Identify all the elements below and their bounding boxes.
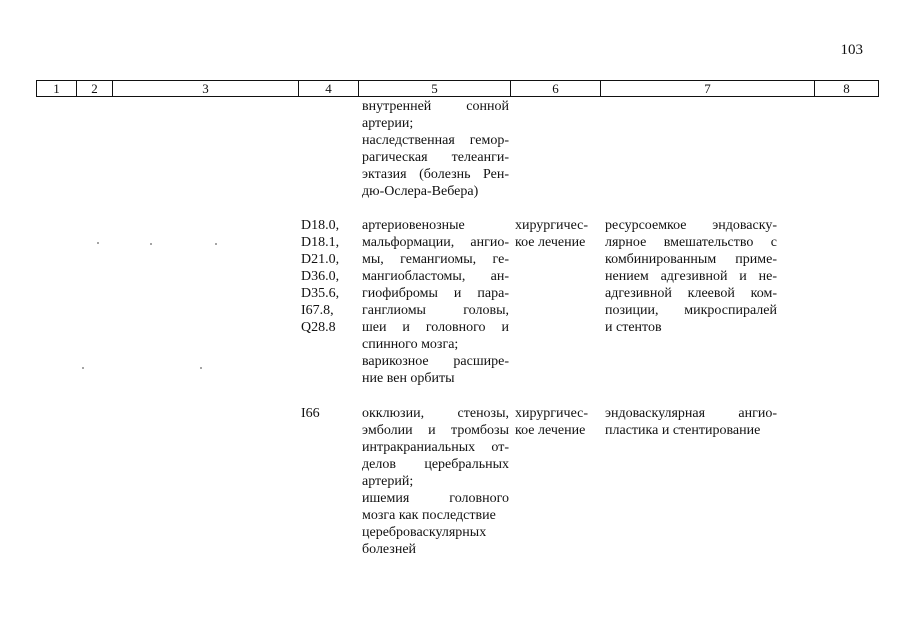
disease-line: ишемия головного <box>362 491 509 506</box>
page-number: 103 <box>840 42 863 58</box>
code-line: I66 <box>301 406 320 421</box>
method-line: пластика и стентирование <box>605 423 761 438</box>
code-line: D21.0, <box>301 252 340 267</box>
disease-line: ганглиомы головы, <box>362 303 509 318</box>
disease-line: спинного мозга; <box>362 337 459 352</box>
treatment-line: кое лечение <box>515 235 586 250</box>
disease-line: варикозное расшире- <box>362 354 509 369</box>
header-col-6: 6 <box>510 80 600 97</box>
code-line: D18.0, <box>301 218 340 233</box>
disease-line: дю-Ослера-Вебера) <box>362 184 479 199</box>
disease-line: окклюзии, стенозы, <box>362 406 509 421</box>
header-col-7: 7 <box>600 80 814 97</box>
disease-line: мальформации, ангио- <box>362 235 509 250</box>
disease-line: внутренней сонной <box>362 99 509 114</box>
method-cell <box>605 217 777 336</box>
disease-cell <box>362 405 509 558</box>
header-col-8: 8 <box>814 80 879 97</box>
method-line: и стентов <box>605 320 662 335</box>
disease-line: болезней <box>362 542 417 557</box>
code-line: D36.0, <box>301 269 340 284</box>
code-line: I67.8, <box>301 303 334 318</box>
method-line: нением адгезивной и не- <box>605 269 777 284</box>
code-line: D18.1, <box>301 235 340 250</box>
treatment-cell <box>515 217 601 251</box>
disease-cell <box>362 98 509 200</box>
method-line: эндоваскулярная ангио- <box>605 406 777 421</box>
disease-line: эмболии и тромбозы <box>362 423 509 438</box>
disease-line: эктазия (болезнь Рен- <box>362 167 509 182</box>
method-line: комбинированным приме- <box>605 252 777 267</box>
header-col-3: 3 <box>112 80 298 97</box>
disease-line: наследственная гемор- <box>362 133 509 148</box>
header-col-4: 4 <box>298 80 358 97</box>
disease-line: артерий; <box>362 474 414 489</box>
method-line: позиции, микроспиралей <box>605 303 777 318</box>
code-cell <box>301 405 359 422</box>
disease-line: ние вен орбиты <box>362 371 455 386</box>
code-line: D35.6, <box>301 286 340 301</box>
header-col-5: 5 <box>358 80 510 97</box>
scan-speck <box>82 367 84 369</box>
disease-line: рагическая телеанги- <box>362 150 509 165</box>
treatment-line: кое лечение <box>515 423 586 438</box>
method-line: адгезивной клеевой ком- <box>605 286 777 301</box>
header-col-2: 2 <box>76 80 112 97</box>
disease-line: мангиобластомы, ан- <box>362 269 509 284</box>
disease-line: мозга как последствие <box>362 508 496 523</box>
disease-line: цереброваскулярных <box>362 525 487 540</box>
table-header-row <box>36 80 879 97</box>
code-cell <box>301 217 359 336</box>
scan-speck <box>150 243 152 245</box>
disease-line: мы, гемангиомы, ге- <box>362 252 509 267</box>
disease-line: гиофибромы и пара- <box>362 286 509 301</box>
disease-cell <box>362 217 509 387</box>
disease-line: интракраниальных от- <box>362 440 509 455</box>
disease-line: артериовенозные <box>362 218 465 233</box>
method-cell <box>605 405 777 439</box>
header-col-1: 1 <box>36 80 76 97</box>
treatment-cell <box>515 405 601 439</box>
method-line: ресурсоемкое эндоваску- <box>605 218 777 233</box>
method-line: лярное вмешательство с <box>605 235 777 250</box>
scan-speck <box>97 242 99 244</box>
disease-line: делов церебральных <box>362 457 509 472</box>
disease-line: артерии; <box>362 116 414 131</box>
scan-speck <box>200 367 202 369</box>
treatment-line: хирургичес- <box>515 406 589 421</box>
scan-speck <box>215 243 217 245</box>
code-line: Q28.8 <box>301 320 336 335</box>
treatment-line: хирургичес- <box>515 218 589 233</box>
disease-line: шеи и головного и <box>362 320 509 335</box>
